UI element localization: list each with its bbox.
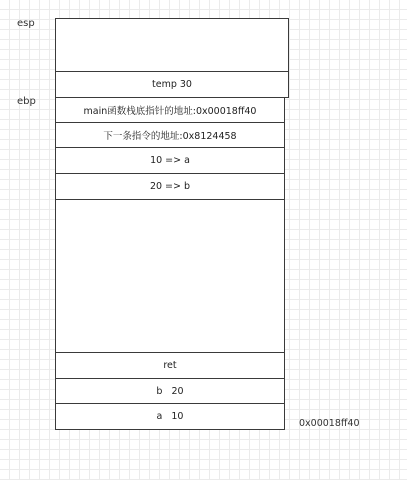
main-a-cell	[55, 403, 285, 430]
ebp-label: ebp	[17, 96, 36, 107]
saved-ebp-cell	[55, 97, 285, 123]
local-a-text: 10 => a	[150, 155, 190, 166]
ret-text: ret	[163, 360, 177, 371]
main-b-text: b 20	[156, 385, 184, 397]
local-b-text: 20 => b	[149, 181, 191, 192]
local-a-cell	[55, 147, 285, 174]
empty-stack-region	[55, 199, 285, 353]
main-a-text: a 10	[156, 411, 184, 422]
saved-ebp-text: main函数栈底指针的地址:0x00018ff40	[83, 106, 257, 117]
local-b-cell	[55, 173, 285, 200]
address-label: 0x00018ff40	[299, 418, 360, 429]
ret-cell	[55, 352, 285, 379]
return-address-cell	[55, 122, 285, 148]
main-b-cell	[55, 378, 285, 404]
temp-cell-text: temp 30	[152, 79, 192, 90]
esp-label: esp	[17, 18, 35, 29]
temp-cell	[55, 71, 289, 98]
return-address-text: 下一条指令的地址:0x8124458	[103, 131, 237, 142]
